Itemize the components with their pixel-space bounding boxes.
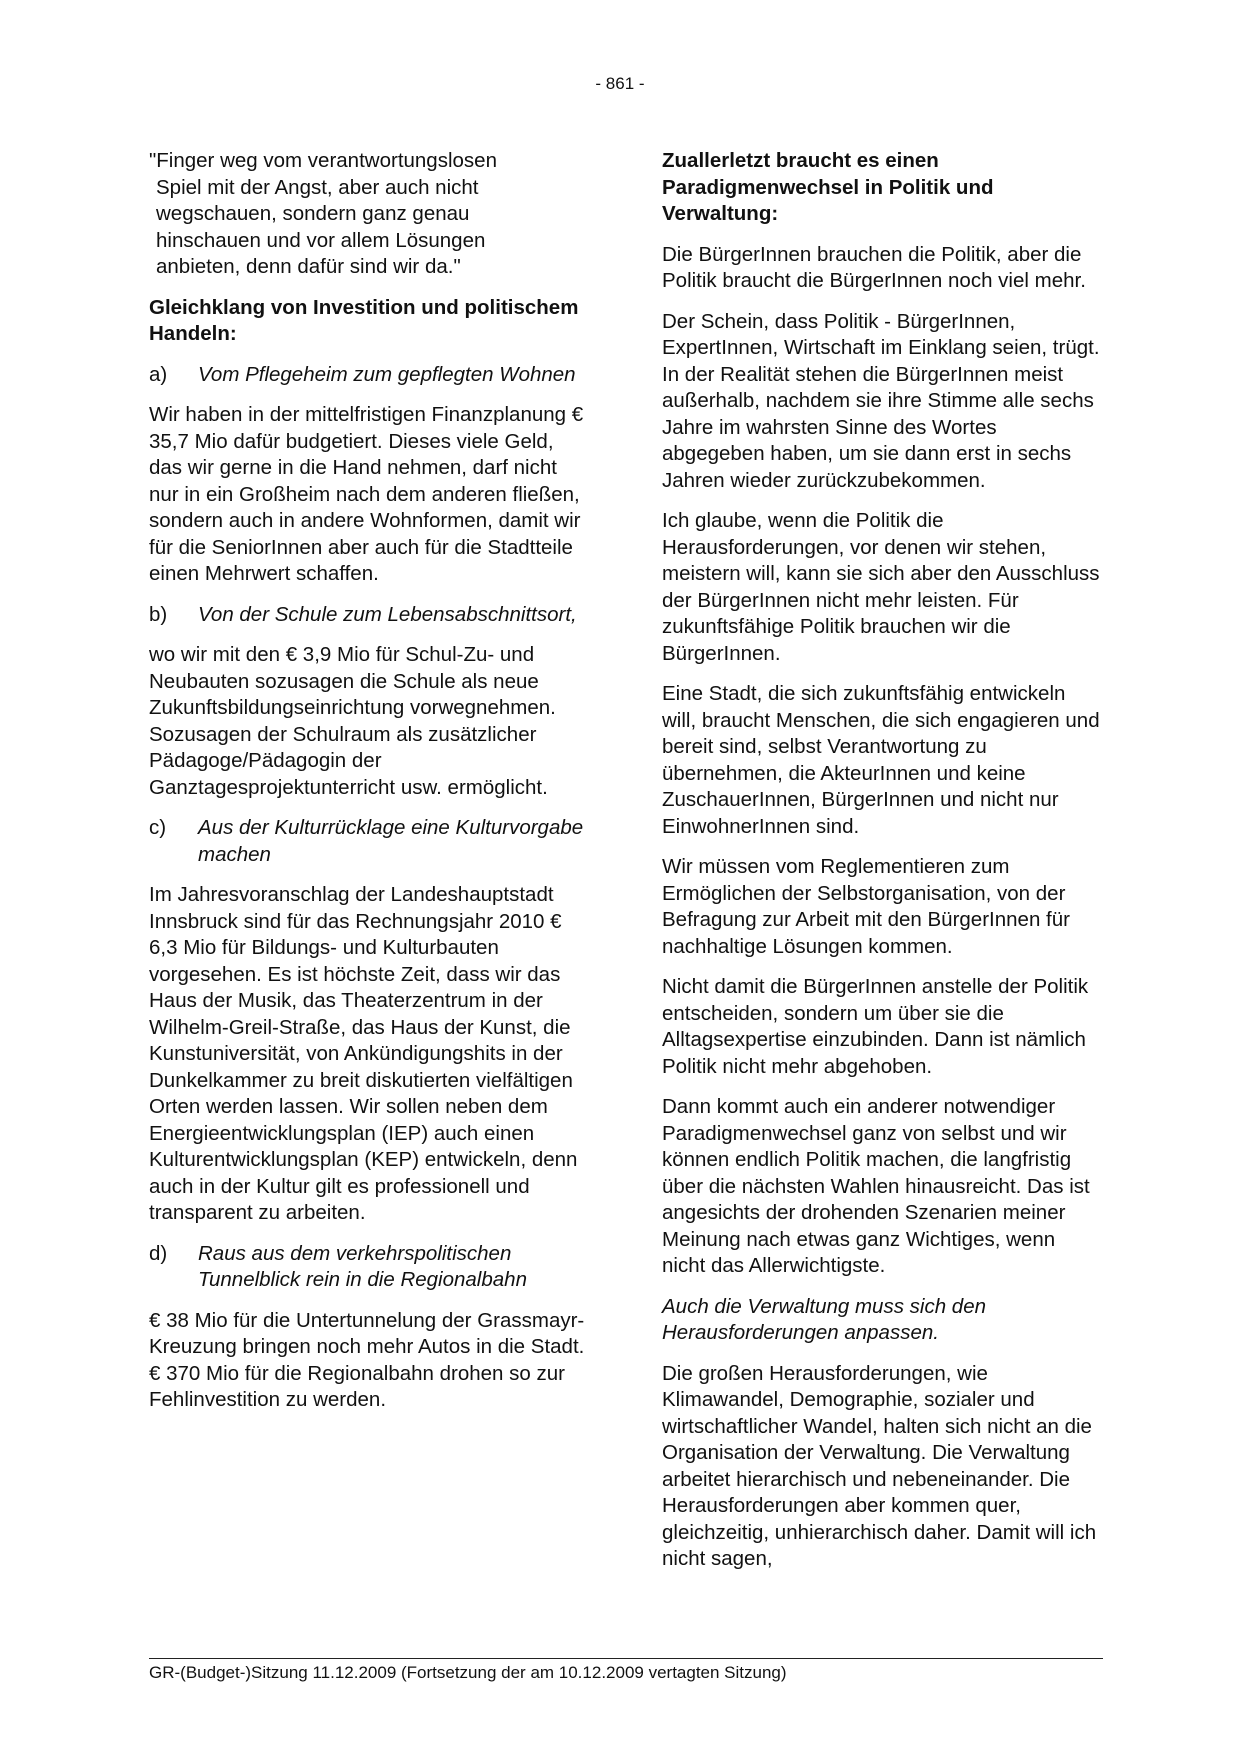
paragraph: Eine Stadt, die sich zukunftsfähig entwickeln will, braucht Menschen, die sich engagieren und bereit sind, selbst Verantwortung zu übernehmen, die AkteurInnen und keine ZuschauerInnen, BürgerInnen und nicht nur EinwohnerInnen sind. — [662, 682, 1100, 838]
item-title: Vom Pflegeheim zum gepflegten Wohnen — [198, 362, 576, 386]
quote-block — [149, 148, 589, 281]
paragraph: € 38 Mio für die Untertunnelung der Grassmayr-Kreuzung bringen noch mehr Autos in die Stadt. € 370 Mio für die Regionalbahn drohen so zur Fehlinvestition zu werden. — [149, 1308, 585, 1411]
footer-divider — [149, 1658, 1103, 1659]
quote-line: wegschauen, sondern ganz genau — [156, 202, 470, 225]
section-heading-paradigm: Zuallerletzt braucht es einen Paradigmenwechsel in Politik und Verwaltung: — [662, 149, 994, 225]
quote-line: anbieten, denn dafür sind wir da." — [156, 255, 461, 278]
right-column — [662, 148, 1102, 1587]
list-item-c — [149, 815, 589, 868]
item-label: a) — [149, 362, 168, 386]
list-item-a — [149, 362, 589, 389]
item-title: Raus aus dem verkehrspolitischen Tunnelblick rein in die Regionalbahn — [198, 1241, 527, 1291]
item-title: Von der Schule zum Lebensabschnittsort, — [198, 602, 577, 626]
item-label: d) — [149, 1241, 168, 1265]
paragraph: Dann kommt auch ein anderer notwendiger Paradigmenwechsel ganz von selbst und wir können endlich Politik machen, die langfristig über die nächsten Wahlen hinausreicht. Das ist angesichts der drohenden Szenarien meiner Meinung nach etwas ganz Wichtiges, wenn nicht das Allerwichtigste. — [662, 1095, 1090, 1277]
left-column — [149, 148, 589, 1428]
paragraph: Der Schein, dass Politik - BürgerInnen, ExpertInnen, Wirtschaft im Einklang seien, trügt. In der Realität stehen die BürgerInnen meist außerhalb, nachdem sie ihre Stimme alle sechs Jahre im wahrsten Sinne des Wortes abgegeben haben, um sie dann erst in sechs Jahren wieder zurückzubekommen. — [662, 309, 1100, 492]
italic-subheading: Auch die Verwaltung muss sich den Herausforderungen anpassen. — [662, 1294, 986, 1344]
item-title: Aus der Kulturrücklage eine Kulturvorgabe machen — [198, 816, 584, 866]
quote-line: Spiel mit der Angst, aber auch nicht — [156, 175, 479, 199]
paragraph: Wir müssen vom Reglementieren zum Ermöglichen der Selbstorganisation, von der Befragung zur Arbeit mit den BürgerInnen für nachhaltige Lösungen kommen. — [662, 855, 1070, 958]
paragraph: Im Jahresvoranschlag der Landeshauptstadt Innsbruck sind für das Rechnungsjahr 2010 € 6,3 Mio für Bildungs- und Kulturbauten vorgesehen. Es ist höchste Zeit, dass wir das Haus der Musik, das Theaterzentrum in der Wilhelm-Greil-Straße, das Haus der Kunst, die Kunstuniversität, von Ankündigungshits in der Dunkelkammer zu breit diskutierten vielfältigen Orten werden lassen. Wir sollen neben dem Energieentwicklungsplan (IEP) auch einen Kulturentwicklungsplan (KEP) entwickeln, denn auch in der Kultur gilt es professionell und transparent zu arbeiten. — [149, 883, 578, 1224]
list-item-b — [149, 602, 589, 629]
list-item-d — [149, 1241, 589, 1294]
section-heading-investment: Gleichklang von Investition und politischem Handeln: — [149, 295, 579, 345]
quote-line: hinschauen und vor allem Lösungen — [156, 228, 486, 252]
item-label: b) — [149, 602, 168, 626]
paragraph: Wir haben in der mittelfristigen Finanzplanung € 35,7 Mio dafür budgetiert. Dieses viele Geld, das wir gerne in die Hand nehmen, darf nicht nur in ein Großheim nach dem anderen fließen, sondern auch in andere Wohnformen, damit wir für die SeniorInnen aber auch für die Stadtteile einen Mehrwert schaffen. — [149, 403, 584, 585]
paragraph: Die BürgerInnen brauchen die Politik, aber die Politik braucht die BürgerInnen noch viel mehr. — [662, 242, 1086, 292]
page-number: - 861 - — [595, 74, 645, 93]
paragraph: Ich glaube, wenn die Politik die Herausforderungen, vor denen wir stehen, meistern will, kann sie sich aber den Ausschluss der BürgerInnen nicht mehr leisten. Für zukunftsfähige Politik brauchen wir die BürgerInnen. — [662, 509, 1100, 665]
footer-text: GR-(Budget-)Sitzung 11.12.2009 (Fortsetzung der am 10.12.2009 vertagten Sitzung) — [149, 1663, 787, 1682]
paragraph: Nicht damit die BürgerInnen anstelle der Politik entscheiden, sondern um über sie die Alltagsexpertise einzubinden. Dann ist nämlich Politik nicht mehr abgehoben. — [662, 975, 1089, 1078]
paragraph: Die großen Herausforderungen, wie Klimawandel, Demographie, sozialer und wirtschaftlicher Wandel, halten sich nicht an die Organisation der Verwaltung. Die Verwaltung arbeitet hierarchisch und nebeneinander. Die Herausforderungen aber kommen quer, gleichzeitig, unhierarchisch daher. Damit will ich nicht sagen, — [662, 1361, 1097, 1570]
item-label: c) — [149, 816, 167, 839]
quote-line: "Finger weg vom verantwortungslosen — [149, 149, 497, 172]
paragraph: wo wir mit den € 3,9 Mio für Schul-Zu- und Neubauten sozusagen die Schule als neue Zukunftsbildungseinrichtung vorwegnehmen. Sozusagen der Schulraum als zusätzlicher Pädagoge/Pädagogin der Ganztagesprojektunterricht usw. ermöglicht. — [149, 643, 556, 799]
